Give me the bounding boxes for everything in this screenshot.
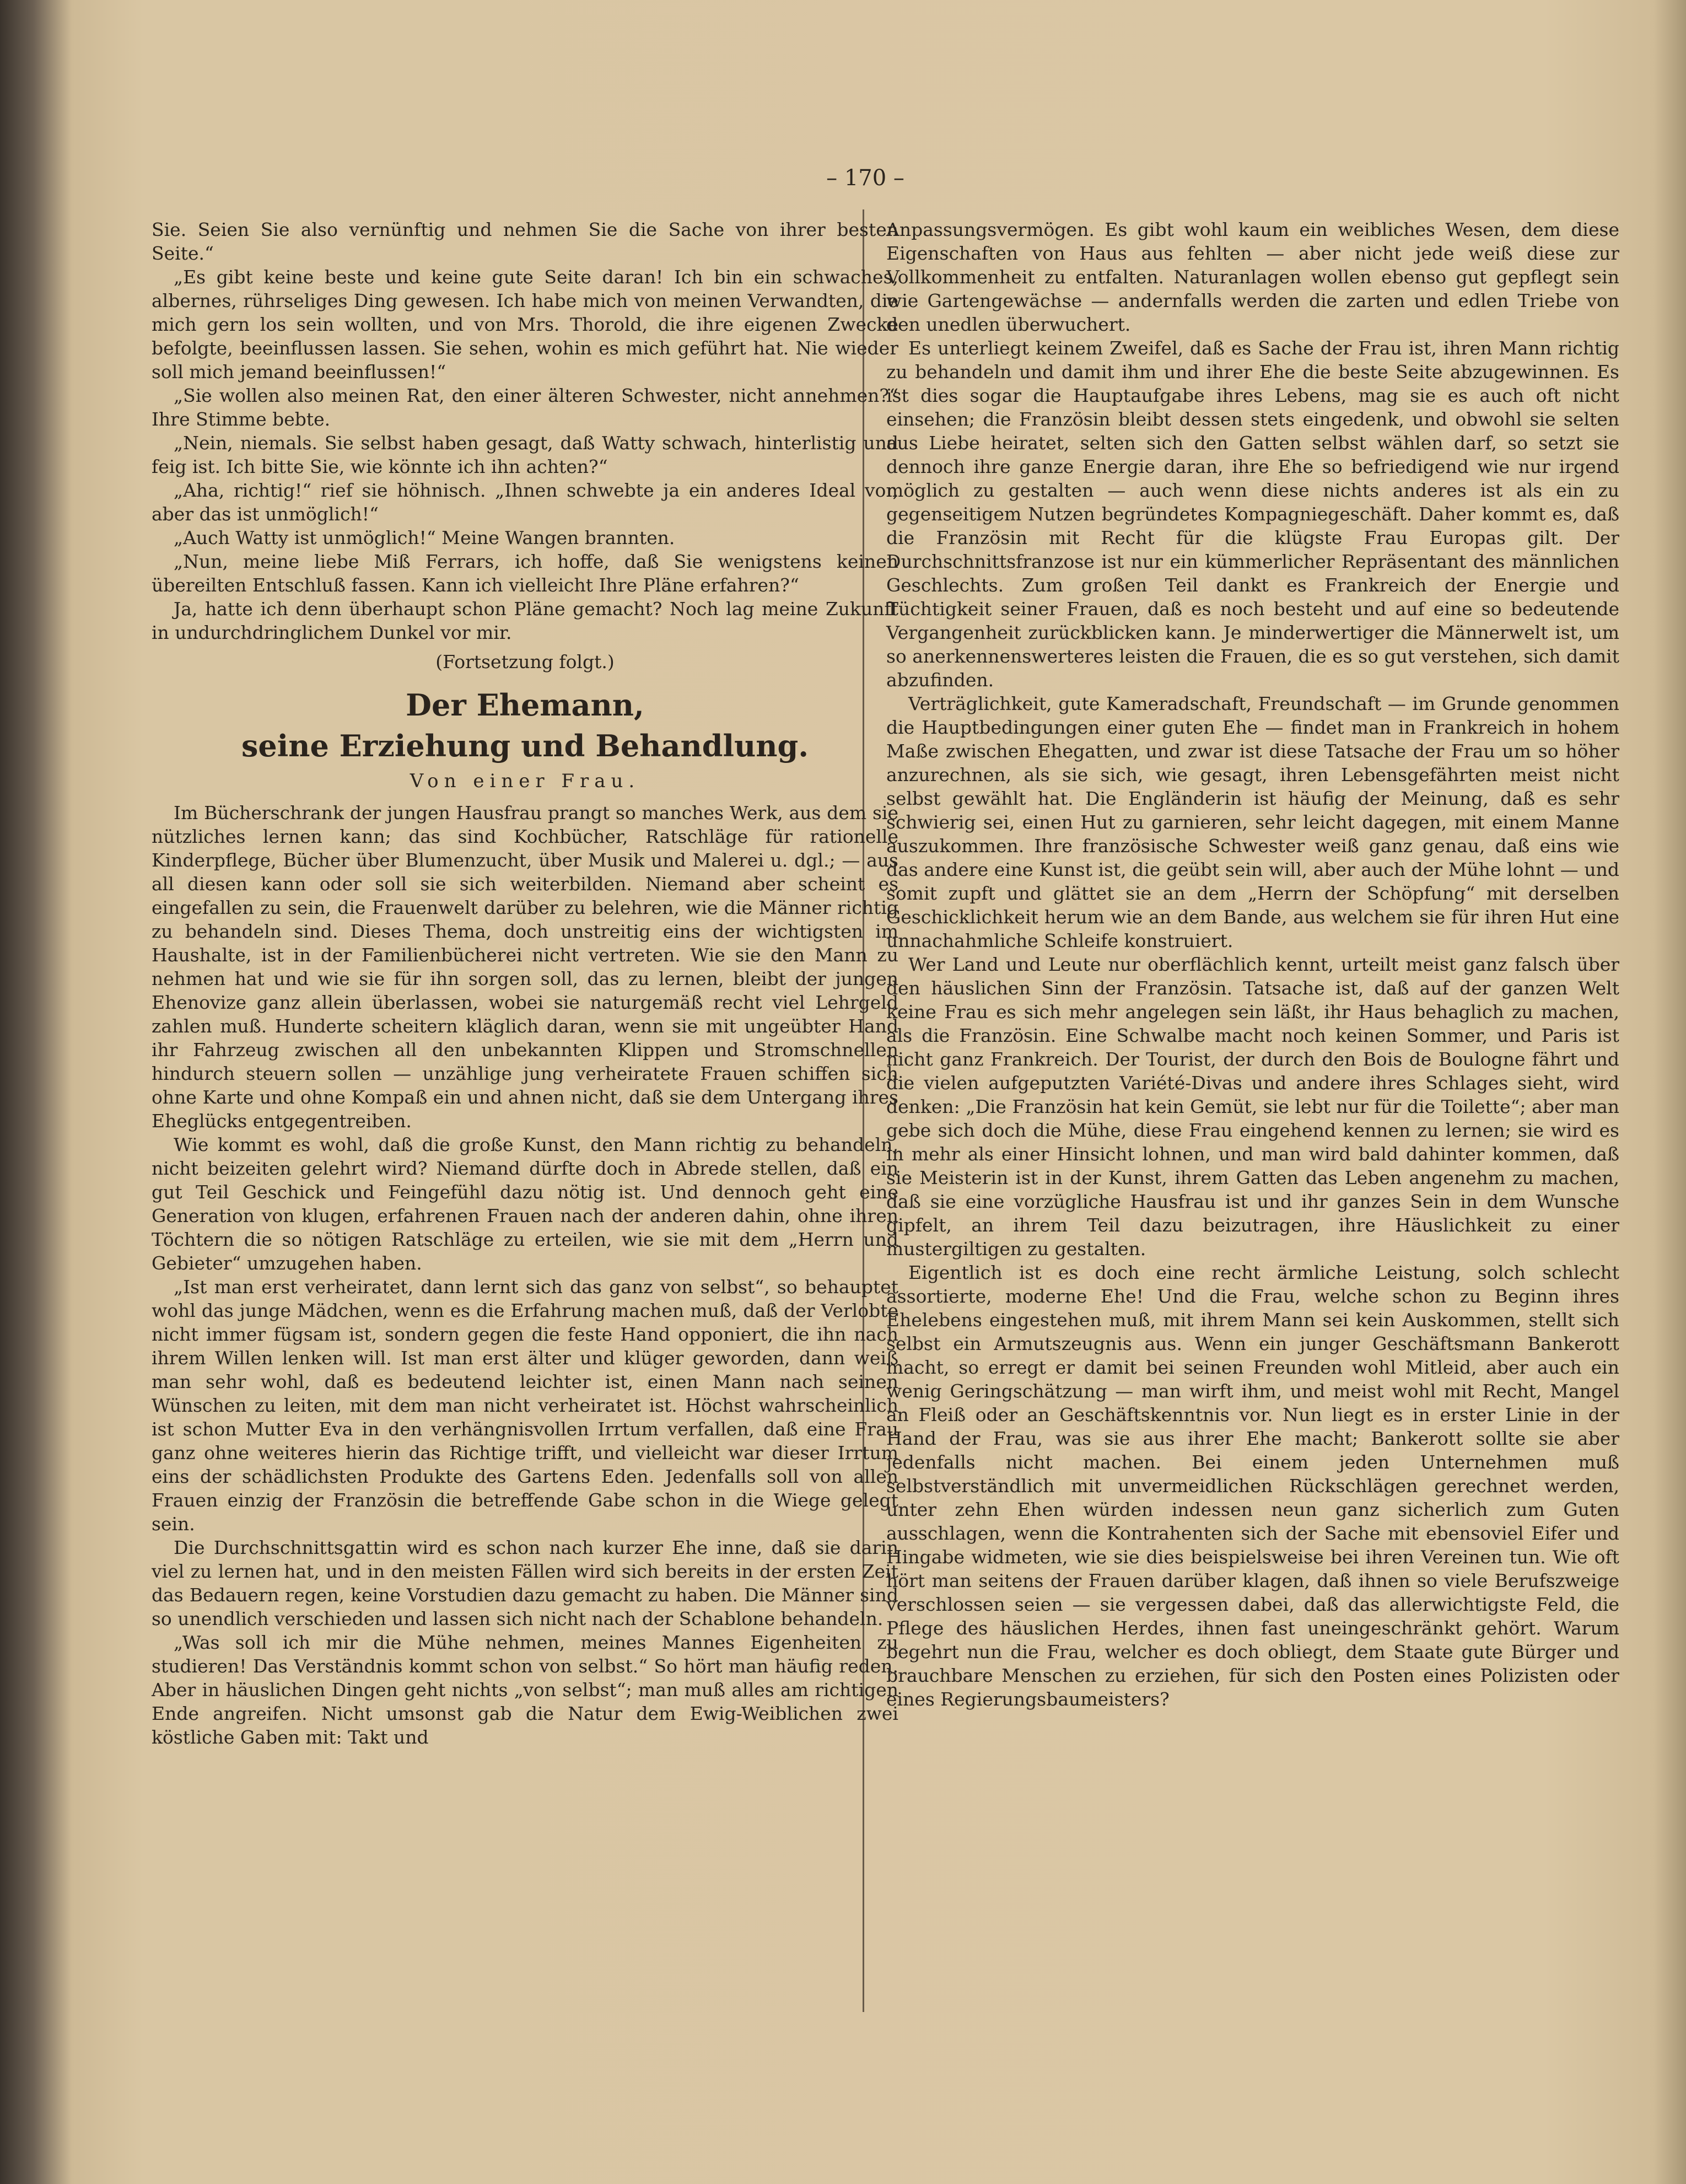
- article-paragraph: Die Durchschnittsgattin wird es schon nach kurzer Ehe inne, daß sie darin viel zu lernen hat, und in den meisten Fällen wird sich bereits in der ersten Zeit das Bedauern regen, keine Vorstudien dazu gemacht zu haben. Die Männer sind so unendlich verschieden und lassen sich nicht nach der Schablone behandeln.: [152, 1537, 898, 1629]
- continued-note: (Fortsetzung folgt.): [435, 651, 615, 673]
- article-byline: Von einer Frau.: [410, 770, 640, 792]
- article-paragraph: Eigentlich ist es doch eine recht ärmliche Leistung, solch schlecht assortierte, moderne Ehe! Und die Frau, welche schon zu Beginn ihres Ehelebens eingestehen muß, mit ihrem Mann sei kein Auskommen, stellt sich selbst ein Armutszeugnis aus. Wenn ein junger Geschäftsmann Bankerott macht, so erregt er damit bei seinen Freunden wohl Mitleid, aber auch ein wenig Geringschätzung — man wirft ihm, und meist wohl mit Recht, Mangel an Fleiß oder an Geschäftskenntnis vor. Nun liegt es in erster Linie in der Hand der Frau, was sie aus ihrer Ehe macht; Bankerott sollte sie aber jedenfalls nicht machen. Bei einem jeden Unternehmen muß selbstverständlich mit unvermeidlichen Rückschlägen gerechnet werden, unter zehn Ehen würden indessen neun ganz sicherlich zum Guten ausschlagen, wenn die Kontrahenten sich der Sache mit ebensoviel Eifer und Hingabe widmeten, wie sie dies beispielsweise bei ihren Vereinen tun. Wie oft hört man seitens der Frauen darüber klagen, daß ihnen so viele Berufszweige verschlossen seien — sie vergessen dabei, daß das allerwichtigste Feld, die Pflege des häuslichen Herdes, ihnen fast uneingeschränkt gehört. Warum begehrt nun die Frau, welcher es doch obliegt, dem Staate gute Bürger und brauchbare Menschen zu erziehen, für sich den Posten eines Polizisten oder eines Regierungsbaumeisters?: [886, 1262, 1619, 1710]
- article-paragraph: Wie kommt es wohl, daß die große Kunst, den Mann richtig zu behandeln, nicht beizeiten gelehrt wird? Niemand dürfte doch in Abrede stellen, daß ein gut Teil Geschick und Feingefühl dazu nötig ist. Und dennoch geht eine Generation von klugen, erfahrenen Frauen nach der anderen dahin, ohne ihren Töchtern die so nötigen Ratschläge zu erteilen, wie sie mit dem „Herrn und Gebieter“ umzugehen haben.: [152, 1134, 898, 1274]
- article-paragraph: „Ist man erst verheiratet, dann lernt sich das ganz von selbst“, so behauptet wohl das junge Mädchen, wenn es die Erfahrung machen muß, daß der Verlobte nicht immer fügsam ist, sondern gegen die feste Hand opponiert, die ihn nach ihrem Willen lenken will. Ist man erst älter und klüger geworden, dann weiß man sehr wohl, daß es bedeutend leichter ist, einen Mann nach seinen Wünschen zu leiten, mit dem man nicht verheiratet ist. Höchst wahrscheinlich ist schon Mutter Eva in den verhängnisvollen Irrtum verfallen, daß eine Frau ganz ohne weiteres hierin das Richtige trifft, und vielleicht war dieser Irrtum eins der schädlichsten Produkte des Gartens Eden. Jedenfalls soll von allen Frauen einzig der Französin die betreffende Gabe schon in die Wiege gelegt sein.: [152, 1276, 898, 1535]
- story-paragraph: „Aha, richtig!“ rief sie höhnisch. „Ihnen schwebte ja ein anderes Ideal vor, aber das ist unmöglich!“: [152, 480, 898, 525]
- story-paragraph: Sie. Seien Sie also vernünftig und nehmen Sie die Sache von ihrer besten Seite.“: [152, 219, 898, 264]
- left-column: [152, 218, 898, 1749]
- story-paragraph: „Es gibt keine beste und keine gute Seite daran! Ich bin ein schwaches, albernes, rührseliges Ding gewesen. Ich habe mich von meinen Verwandten, die mich gern los sein wollten, und von Mrs. Thorold, die ihre eigenen Zwecke befolgte, beeinflussen lassen. Sie sehen, wohin es mich geführt hat. Nie wieder soll mich jemand beeinflussen!“: [152, 266, 898, 383]
- article-paragraph: Verträglichkeit, gute Kameradschaft, Freundschaft — im Grunde genommen die Hauptbedingungen einer guten Ehe — findet man in Frankreich in hohem Maße zwischen Ehegatten, und zwar ist diese Tatsache der Frau um so höher anzurechnen, als sie sich, wie gesagt, ihren Lebensgefährten meist nicht selbst gewählt hat. Die Engländerin ist häufig der Meinung, daß es sehr schwierig sei, einen Hut zu garnieren, sehr leicht dagegen, mit einem Manne auszukommen. Ihre französische Schwester weiß ganz genau, daß eins wie das andere eine Kunst ist, die geübt sein will, aber auch der Mühe lohnt — und somit zupft und glättet sie an dem „Herrn der Schöpfung“ mit derselben Geschicklichkeit herum wie an dem Bande, aus welchem sie für ihren Hut eine unnachahmliche Schleife konstruiert.: [886, 693, 1619, 951]
- story-paragraph: „Sie wollen also meinen Rat, den einer älteren Schwester, nicht annehmen?“ Ihre Stimme bebte.: [152, 385, 898, 430]
- story-paragraph: „Nun, meine liebe Miß Ferrars, ich hoffe, daß Sie wenigstens keinen übereilten Entschluß fassen. Kann ich vielleicht Ihre Pläne erfahren?“: [152, 551, 898, 596]
- story-paragraph: „Nein, niemals. Sie selbst haben gesagt, daß Watty schwach, hinterlistig und feig ist. Ich bitte Sie, wie könnte ich ihn achten?“: [152, 432, 898, 477]
- article-paragraph: Es unterliegt keinem Zweifel, daß es Sache der Frau ist, ihren Mann richtig zu behandeln und damit ihm und ihrer Ehe die beste Seite abzugewinnen. Es ist dies sogar die Hauptaufgabe ihres Lebens, mag sie es auch oft nicht einsehen; die Französin bleibt dessen stets eingedenk, und obwohl sie selten aus Liebe heiratet, selten sich den Gatten selbst wählen darf, so setzt sie dennoch ihre ganze Energie daran, ihre Ehe so befriedigend wie nur irgend möglich zu gestalten — auch wenn diese nichts anderes ist als ein zu gegenseitigem Nutzen begründetes Kompagniegeschäft. Daher kommt es, daß die Französin mit Recht für die klügste Frau Europas gilt. Der Durchschnittsfranzose ist nur ein kümmerlicher Repräsentant des männlichen Geschlechts. Zum großen Teil dankt es Frankreich der Energie und Tüchtigkeit seiner Frauen, daß es noch besteht und auf eine so bedeutende Vergangenheit zurückblicken kann. Je minderwertiger die Männerwelt ist, um so anerkennenswerteres leisten die Frauen, die es so gut verstehen, sich damit abzufinden.: [886, 337, 1619, 691]
- article-paragraph: Anpassungsvermögen. Es gibt wohl kaum ein weibliches Wesen, dem diese Eigenschaften von Haus aus fehlten — aber nicht jede weiß diese zur Vollkommenheit zu entfalten. Naturanlagen wollen ebenso gut gepflegt sein wie Gartengewächse — andernfalls werden die zarten und edlen Triebe von den unedlen überwuchert.: [886, 219, 1619, 335]
- story-paragraph: Ja, hatte ich denn überhaupt schon Pläne gemacht? Noch lag meine Zukunft in undurchdringlichem Dunkel vor mir.: [152, 598, 898, 643]
- article-title-line1: Der Ehemann,: [406, 687, 644, 723]
- right-column: [886, 218, 1619, 1711]
- story-paragraph: „Auch Watty ist unmöglich!“ Meine Wangen brannten.: [174, 527, 675, 548]
- article-paragraph: Wer Land und Leute nur oberflächlich kennt, urteilt meist ganz falsch über den häuslichen Sinn der Französin. Tatsache ist, daß auf der ganzen Welt keine Frau es sich mehr angelegen sein läßt, ihr Haus behaglich zu machen, als die Französin. Eine Schwalbe macht noch keinen Sommer, und Paris ist nicht ganz Frankreich. Der Tourist, der durch den Bois de Boulogne fährt und die vielen aufgeputzten Variété-Divas und andere ihres Schlages sieht, wird denken: „Die Französin hat kein Gemüt, sie lebt nur für die Toilette“; aber man gebe sich doch die Mühe, diese Frau eingehend kennen zu lernen; sie wird es in mehr als einer Hinsicht lohnen, und man wird bald dahinter kommen, daß sie Meisterin ist in der Kunst, ihrem Gatten das Leben angenehm zu machen, daß sie eine vorzügliche Hausfrau ist und ihr ganzes Sein in dem Wunsche gipfelt, an ihrem Teil dazu beizutragen, ihre Häuslichkeit zu einer mustergiltigen zu gestalten.: [886, 954, 1619, 1260]
- article-title-line2: seine Erziehung und Behandlung.: [241, 728, 809, 763]
- article-paragraph: Im Bücherschrank der jungen Hausfrau prangt so manches Werk, aus dem sie nützliches lernen kann; das sind Kochbücher, Ratschläge für rationelle Kinderpflege, Bücher über Blumenzucht, über Musik und Malerei u. dgl.; — aus all diesen kann oder soll sie sich weiterbilden. Niemand aber scheint es eingefallen zu sein, die Frauenwelt darüber zu belehren, wie die Männer richtig zu behandeln sind. Dieses Thema, doch unstreitig eins der wichtigsten im Haushalte, ist in der Familienbücherei nicht vertreten. Wie sie den Mann zu nehmen hat und wie sie für ihn sorgen soll, das zu lernen, bleibt der jungen Ehenovize ganz allein überlassen, wobei sie naturgemäß recht viel Lehrgeld zahlen muß. Hunderte scheitern kläglich daran, wenn sie mit ungeübter Hand ihr Fahrzeug zwischen all den unbekannten Klippen und Stromschnellen hindurch steuern sollen — unzählige jung verheiratete Frauen schiffen sich ohne Karte und ohne Kompaß ein und ahnen nicht, daß sie dem Untergang ihres Eheglücks entgegentreiben.: [152, 802, 898, 1132]
- article-paragraph: „Was soll ich mir die Mühe nehmen, meines Mannes Eigenheiten zu studieren! Das Verständnis kommt schon von selbst.“ So hört man häufig reden. Aber in häuslichen Dingen geht nichts „von selbst“; man muß alles am richtigen Ende angreifen. Nicht umsonst gab die Natur dem Ewig-Weiblichen zwei köstliche Gaben mit: Takt und: [152, 1632, 898, 1748]
- page-number: – 170 –: [826, 165, 904, 191]
